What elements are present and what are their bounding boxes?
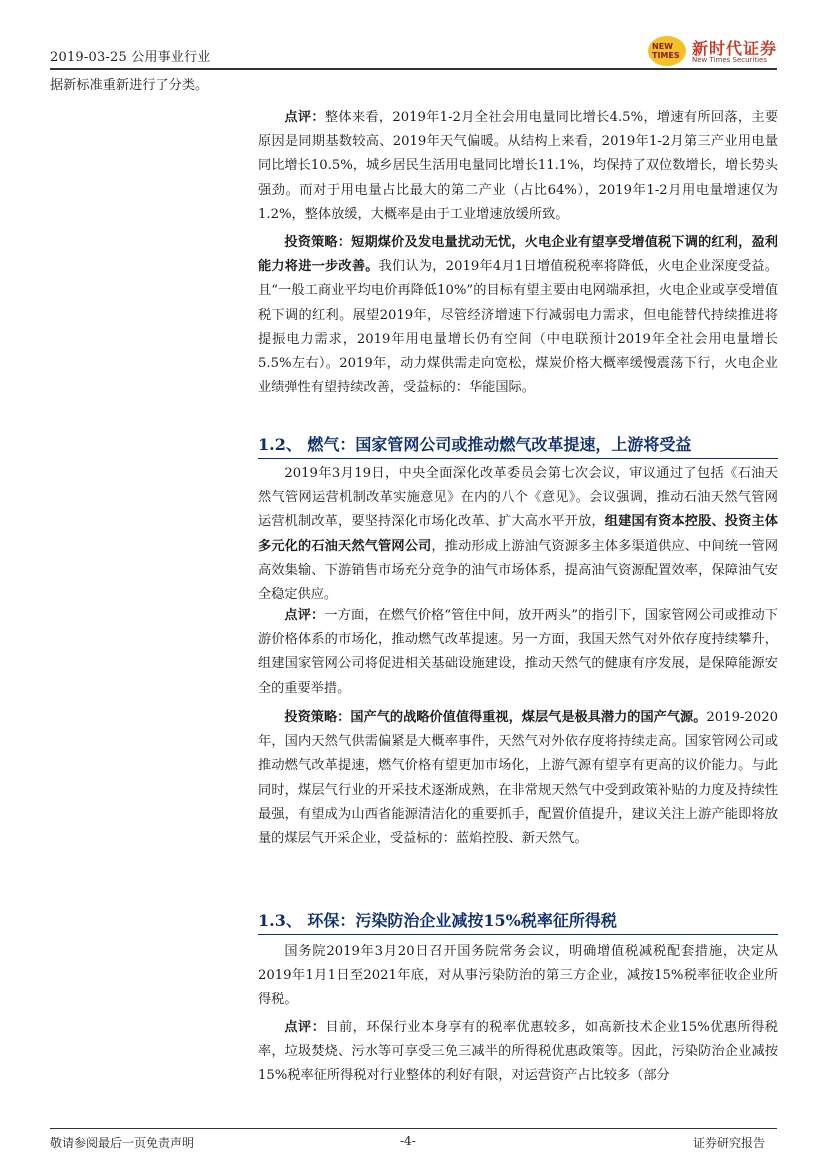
company-logo [648,34,776,70]
logo-badge-line: NEW [652,42,673,51]
comment-text: 整体来看，2019年1-2月全社会用电量同比增长4.5%，增速有所回落，主要原因是同期基数较高、2019年天气偏暖。从结构上来看，2019年1-2月第三产业用电量同比增长10.5%，城乡居民生活用电量同比增长11.1%，均保持了双位数增长，增长势头强劲。而对于用电量占比最大的第二产业（占比64%），2019年1-2月用电量增速仅为1.2%，整体放缓，大概率是由于工业增速放缓所致。 [258,110,779,222]
footer-report-type: 证券研究报告 [693,1136,766,1150]
comment-text: 一方面，在燃气价格“管住中间，放开两头”的指引下，国家管网公司或推动下游价格体系的市场化，推动燃气改革提速。另一方面，我国天然气对外依存度持续攀升，组建国家管网公司将促进相关基础设施建设，推动天然气的健康有序发展，是保障能源安全的重要举措。 [258,608,778,696]
comment-label: 点评： [284,608,325,623]
strategy-text: 我们认为，2019年4月1日增值税税率将降低，火电企业深度受益。且“一般工商业平均电价再降低10%”的目标有望主要由电网端承担，火电企业或享受增值税下调的红利。展望2019年，尽管经济增速下行减弱电力需求，但电能替代持续推进将提振电力需求，2019年用电量增长仍有空间（中电联预计2019年全社会用电量增长5.5%左右）。2019年，动力煤供需走向宽松，煤炭价格大概率缓慢震荡下行，火电企业业绩弹性有望持续改善，受益标的：华能国际。 [258,259,778,396]
section-title-environment: 1.3、 环保：污染防治企业减按15%税率征所得税 [258,911,617,930]
gas-news-paragraph [258,462,778,607]
footer-disclaimer: 敬请参阅最后一页免责声明 [50,1136,195,1150]
section-title-gas: 1.2、 燃气：国家管网公司或推动燃气改革提速，上游将受益 [258,435,692,454]
environment-news-paragraph: 国务院2019年3月20日召开国务院常务会议，明确增值税减税配套措施，决定从2019年1月1日至2021年底，对从事污染防治的第三方企业，减按15%税率征收企业所得税。 [258,944,778,1008]
electricity-comment [258,106,778,227]
section-divider [258,458,778,459]
footer-divider [50,1128,777,1129]
gas-strategy [258,706,778,851]
section-divider [258,934,778,935]
gas-comment [258,604,778,701]
logo-badge-line: TIMES [652,51,680,60]
footer-page-number: -4- [400,1134,416,1148]
strategy-text: 2019-2020年，国内天然气供需偏紧是大概率事件，天然气对外依存度将持续走高。国家管网公司或推动燃气改革提速，燃气价格有望更加市场化，上游气源有望享有更高的议价能力。与此同时，煤层气行业的开采技术逐渐成熟，在非常规天然气中受到政策补贴的力度及持续性最强，有望成为山西省能源清洁化的重要抓手，配置价值提升，建议关注上游产能即将放量的煤层气开采企业，受益标的：蓝焰控股、新天然气。 [258,710,778,847]
gas-news-highlight: 组建国有资本控股、投资主体多元化的石油天然气管网公司 [258,514,778,554]
intro-line: 据新标准重新进行了分类。 [50,78,209,93]
logo-english-name: New Times Securities [692,56,767,64]
strategy-label: 投资策略：短期煤价及发电量扰动无忧，火电企业有望享受增值税下调的红利，盈利能力将进一步改善。 [258,235,778,275]
header-date-industry: 2019-03-25 公用事业行业 [50,50,211,65]
logo-chinese-name: 新时代证券 [692,39,778,58]
gas-news-text-b: ，推动形成上游油气资源多主体多渠道供应、中间统一管网高效集输、下游销售市场充分竞争的油气市场体系，提高油气资源配置效率，保障油气安全稳定供应。 [258,538,779,603]
logo-badge-icon [648,36,686,66]
environment-comment [258,1016,778,1089]
gas-news-text-a: 2019年3月19日，中央全面深化改革委员会第七次会议，审议通过了包括《石油天然气管网运营机制改革实施意见》在内的八个《意见》。会议强调，推动石油天然气管网运营机制改革，要坚持深化市场化改革、扩大高水平开放， [258,466,778,530]
comment-label: 点评： [284,110,325,125]
comment-label: 点评： [284,1020,326,1035]
comment-text: 目前，环保行业本身享有的税率优惠较多，如高新技术企业15%优惠所得税率，垃圾焚烧、污水等可享受三免三减半的所得税优惠政策等。因此，污染防治企业减按15%税率征所得税对行业整体的利好有限，对运营资产占比较多（部分 [258,1020,778,1084]
header-divider [50,68,777,70]
electricity-strategy [258,231,778,400]
strategy-label: 投资策略：国产气的战略价值值得重视，煤层气是极具潜力的国产气源。 [284,710,707,725]
